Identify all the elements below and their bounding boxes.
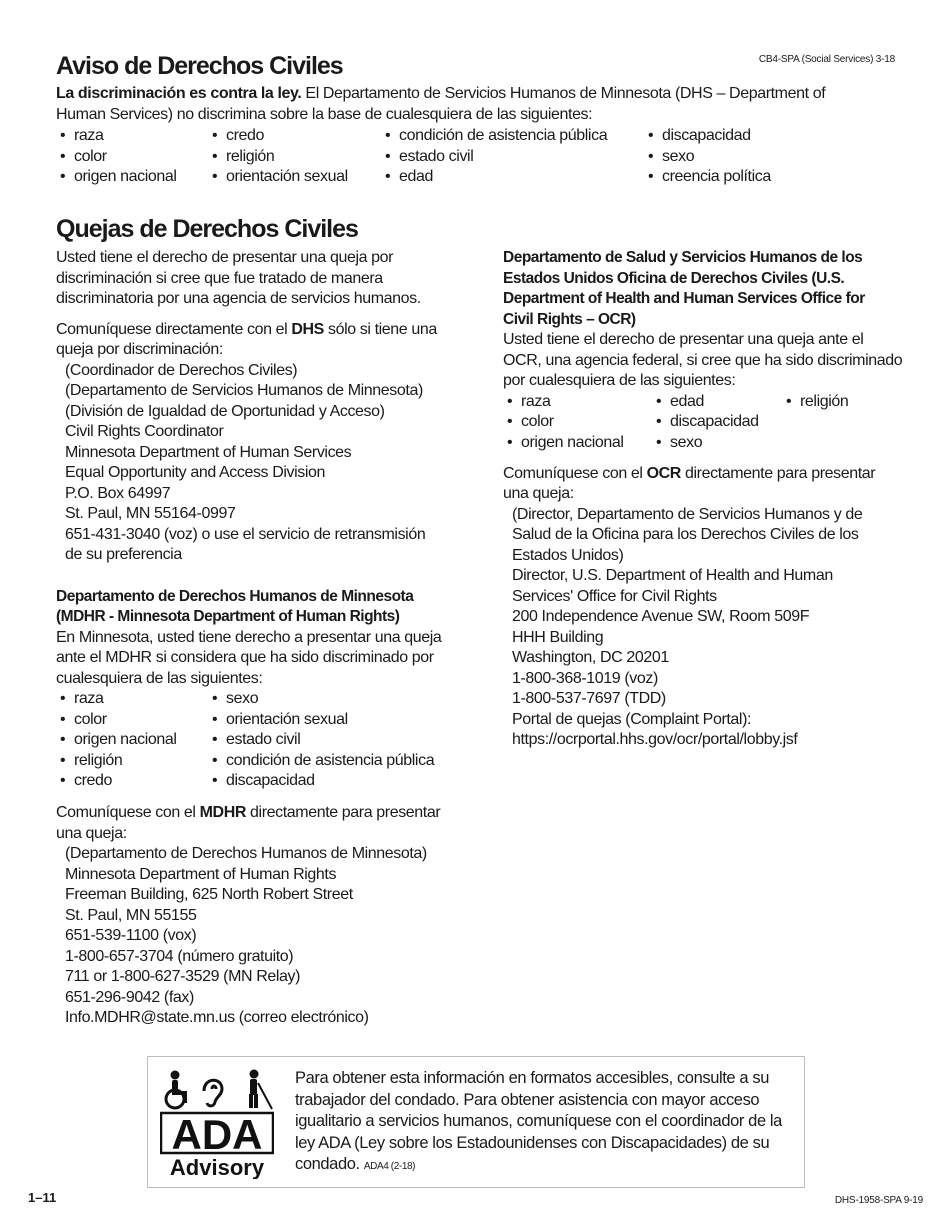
dhs-contact-pre: Comuníquese directamente con el: [56, 320, 292, 338]
mdhr-heading: Departamento de Derechos Humanos de Minnesota (MDHR - Minnesota Department of Human Rights): [56, 587, 414, 625]
ocr-body: Usted tiene el derecho de presentar una queja ante el OCR, una agencia federal, si cree que ha sido discriminado por cualesquiera de las siguientes:: [503, 331, 903, 389]
mdhr-body: En Minnesota, usted tiene derecho a presentar una queja ante el MDHR si considera que ha sido discriminado por cualesquiera de las siguientes:: [56, 628, 442, 687]
list-item: • orientación sexual: [208, 167, 348, 188]
list-item: • raza: [503, 392, 624, 413]
ocr-col-2: [652, 392, 759, 454]
address-line: Equal Opportunity and Access Division: [65, 464, 326, 481]
notice-col-2: [208, 126, 348, 188]
form-code-bottom: DHS-1958-SPA 9-19: [834, 1195, 923, 1206]
page-number: 1–11: [28, 1190, 57, 1205]
ada-advisory-logo: [160, 1069, 274, 1179]
list-item: • raza: [56, 689, 177, 710]
list-item: • credo: [208, 126, 348, 147]
ada-logo-sub: Advisory: [169, 1155, 265, 1179]
mdhr-list: [56, 689, 456, 793]
ada-logo-icon: [160, 1069, 274, 1179]
list-item: • sexo: [644, 147, 771, 168]
dhs-address: [56, 361, 456, 566]
address-line: (División de Igualdad de Oportunidad y Acceso): [65, 402, 385, 420]
list-item: • edad: [381, 167, 607, 188]
address-line: HHH Building: [512, 628, 604, 646]
ocr-heading: Departamento de Salud y Servicios Humanos de los Estados Unidos Oficina de Derechos Civiles (U.S. Department of Health and Human Services Office for Civil Rights – OCR): [503, 249, 865, 328]
ocr-address: [503, 505, 903, 751]
list-item: • color: [503, 412, 624, 433]
notice-col-4: [644, 126, 771, 188]
ocr-contact-bold: OCR: [646, 464, 681, 482]
complaints-right-column: [503, 248, 903, 751]
address-line: 651-431-3040 (voz) o use el servicio de retransmisión: [65, 525, 426, 543]
list-item: • religión: [208, 147, 348, 168]
mdhr-col-1: [56, 689, 177, 792]
address-line: 1-800-537-7697 (TDD): [512, 690, 666, 707]
complaints-intro: Usted tiene el derecho de presentar una queja por discriminación si cree que fue tratado de manera discriminatoria por una agencia de servicios humanos.: [56, 249, 421, 307]
dhs-contact-post: sólo si tiene una queja por discriminación:: [56, 320, 437, 358]
ocr-contact-pre: Comuníquese con el: [503, 464, 647, 482]
notice-col-1: [56, 126, 177, 188]
address-line: Director, U.S. Department of Health and Human: [512, 567, 833, 584]
address-line: St. Paul, MN 55155: [65, 906, 197, 924]
ocr-contact-line: [503, 464, 903, 505]
address-line: Estados Unidos): [512, 546, 624, 564]
list-item: • origen nacional: [56, 167, 177, 188]
list-item: • orientación sexual: [208, 710, 434, 731]
list-item: • sexo: [208, 689, 434, 710]
ocr-col-3: [782, 392, 848, 413]
address-line: Minnesota Department of Human Rights: [65, 865, 337, 883]
address-line: (Director, Departamento de Servicios Humanos y de: [512, 505, 863, 523]
list-item: • estado civil: [208, 730, 434, 751]
list-item: • raza: [56, 126, 177, 147]
ocr-list: [503, 392, 903, 454]
dhs-contact-bold: DHS: [291, 320, 324, 338]
address-line: Civil Rights Coordinator: [65, 423, 224, 440]
complaints-title: Quejas de Derechos Civiles: [56, 215, 358, 243]
list-item: • credo: [56, 771, 177, 792]
list-item: • edad: [652, 392, 759, 413]
address-line: de su preferencia: [65, 546, 182, 563]
ocr-col-1: [503, 392, 624, 454]
mdhr-col-2: [208, 689, 434, 792]
list-item: • origen nacional: [56, 730, 177, 751]
address-line: (Coordinador de Derechos Civiles): [65, 361, 298, 379]
list-item: • religión: [56, 751, 177, 772]
mdhr-contact-line: [56, 803, 456, 844]
hearing-assist-icon: [204, 1080, 222, 1106]
address-line: Services' Office for Civil Rights: [512, 587, 717, 605]
notice-lead-rest: El Departamento de Servicios Humanos de Minnesota (DHS – Department of Human Services) no discrimina sobre la base de cualesquiera de las siguientes:: [56, 85, 826, 123]
list-item: • estado civil: [381, 147, 607, 168]
mdhr-contact-bold: MDHR: [199, 804, 247, 821]
address-line: Minnesota Department of Human Services: [65, 443, 352, 461]
wheelchair-icon: [166, 1071, 187, 1109]
list-item: • creencia política: [644, 167, 771, 188]
list-item: • discapacidad: [652, 412, 759, 433]
address-line: 1-800-657-3704 (número gratuito): [65, 947, 294, 965]
address-line: Washington, DC 20201: [512, 649, 669, 666]
list-item: • sexo: [652, 433, 759, 454]
ada-logo-word: ADA: [171, 1111, 263, 1158]
list-item: • color: [56, 710, 177, 731]
complaints-left-column: [56, 248, 456, 1029]
mdhr-contact-pre: Comuníquese con el: [56, 804, 200, 821]
ada-advisory-text: [295, 1068, 795, 1178]
blind-cane-icon: [249, 1070, 272, 1110]
address-line: 711 or 1-800-627-3529 (MN Relay): [65, 968, 301, 985]
address-line: 651-539-1100 (vox): [65, 927, 197, 944]
list-item: • condición de asistencia pública: [208, 751, 434, 772]
list-item: • discapacidad: [208, 771, 434, 792]
ocr-contact-post: directamente para presentar una queja:: [503, 464, 876, 502]
address-line: Freeman Building, 625 North Robert Street: [65, 886, 353, 903]
address-line: 1-800-368-1019 (voz): [512, 669, 658, 687]
email-link[interactable]: Info.MDHR@state.mn.us (correo electrónico): [65, 1009, 369, 1026]
list-item: • religión: [782, 392, 848, 413]
address-line: 651-296-9042 (fax): [65, 988, 194, 1006]
form-code-top: CB4-SPA (Social Services) 3-18: [758, 54, 895, 65]
mdhr-address: [56, 844, 456, 1029]
notice-lead: [56, 84, 876, 125]
address-line: (Departamento de Derechos Humanos de Minnesota): [65, 845, 427, 862]
ada-advisory-box: [147, 1056, 805, 1188]
dhs-contact-line: [56, 320, 456, 361]
address-line: Salud de la Oficina para los Derechos Civiles de los: [512, 526, 859, 543]
notice-title: Aviso de Derechos Civiles: [56, 52, 343, 80]
address-line: 200 Independence Avenue SW, Room 509F: [512, 608, 810, 625]
address-line: St. Paul, MN 55164-0997: [65, 505, 236, 522]
notice-lead-bold: La discriminación es contra la ley.: [56, 85, 302, 102]
list-item: • origen nacional: [503, 433, 624, 454]
address-line: P.O. Box 64997: [65, 484, 171, 502]
notice-col-3: [381, 126, 607, 188]
address-line: (Departamento de Servicios Humanos de Minnesota): [65, 382, 423, 399]
ada-code: ADA4 (2-18): [363, 1161, 416, 1172]
ada-text: Para obtener esta información en formatos accesibles, consulte a su trabajador del condado. Para obtener asistencia con mayor acceso igualitario a servicios humanos, comuníquese con el coordinador de la ley ADA (Ley sobre los Estadounidenses con Discapacidades) de su condado.: [295, 1069, 782, 1173]
list-item: • color: [56, 147, 177, 168]
complaint-portal-link[interactable]: https://ocrportal.hhs.gov/ocr/portal/lobby.jsf: [512, 731, 798, 748]
list-item: • condición de asistencia pública: [381, 126, 607, 147]
address-line: Portal de quejas (Complaint Portal):: [512, 710, 752, 728]
list-item: • discapacidad: [644, 126, 771, 147]
mdhr-contact-post: directamente para presentar una queja:: [56, 804, 441, 842]
